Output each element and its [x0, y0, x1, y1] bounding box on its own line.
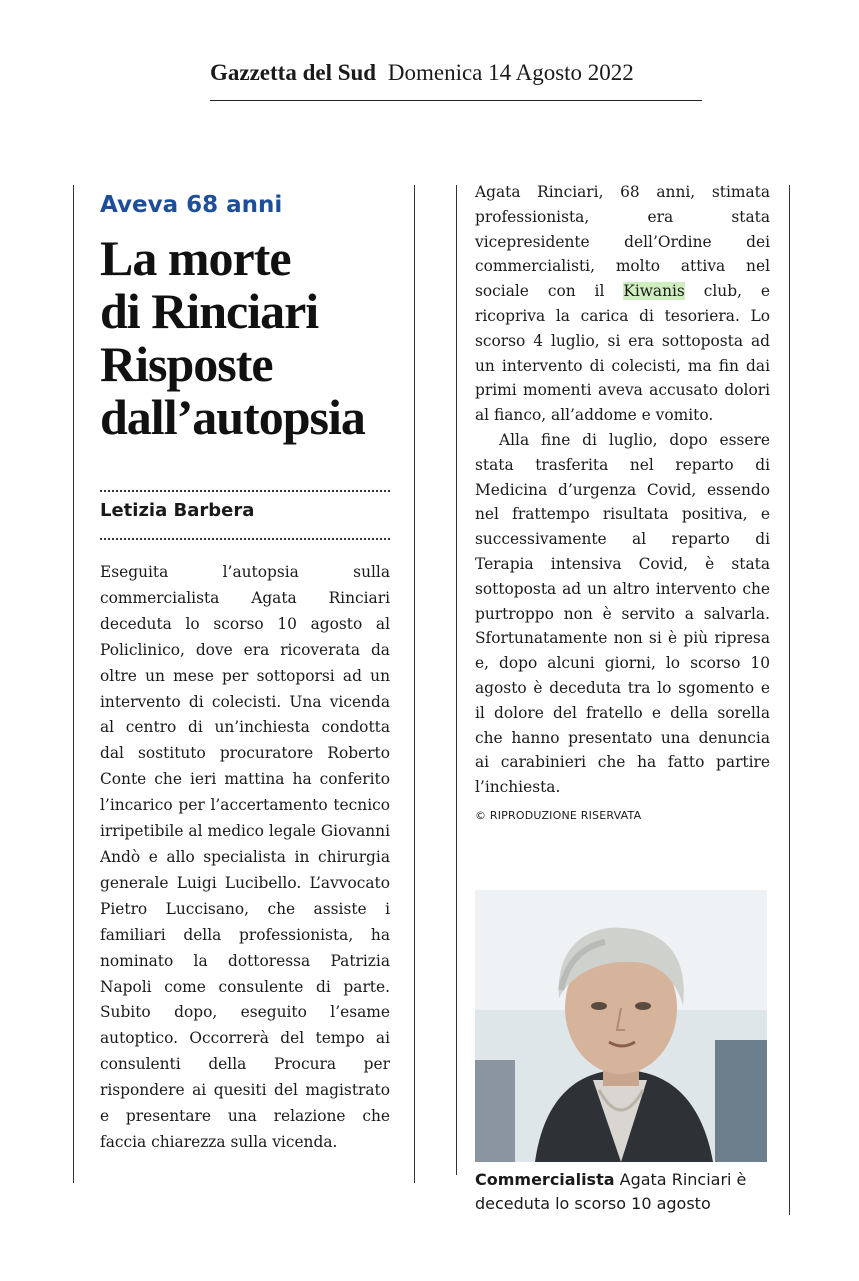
divider-top: [100, 490, 390, 492]
highlighted-term: Kiwanis: [623, 282, 685, 301]
paragraph-1: [475, 180, 770, 428]
publication-date: Domenica 14 Agosto 2022: [387, 60, 634, 85]
copyright-notice: © RIPRODUZIONE RISERVATA: [475, 808, 642, 822]
article-body-right: [475, 180, 770, 829]
kicker: Aveva 68 anni: [100, 192, 283, 218]
column-rule-left: [73, 185, 74, 1183]
photo-caption: [475, 1168, 770, 1216]
column-rule-center: [456, 185, 457, 1175]
portrait-photo: [475, 890, 767, 1162]
headline-block: [100, 190, 395, 444]
column-rule-right: [789, 185, 790, 1215]
divider-bottom: [100, 538, 390, 540]
headline-line: La morte: [100, 230, 291, 286]
headline: [100, 232, 395, 444]
paragraph-1-end: club, e ricopriva la carica di tesoriera. Lo scorso 4 luglio, si era sottoposta ad un intervento di colecisti, ma fin dai primi momenti aveva accusato dolori al fianco, all’addome e vomito.: [475, 282, 770, 425]
headline-line: di Rinciari: [100, 283, 319, 339]
publication-name: Gazzetta del Sud: [210, 60, 377, 85]
column-rule-middle: [414, 185, 415, 1183]
author-byline: Letizia Barbera: [100, 500, 255, 521]
masthead: [210, 60, 702, 101]
paragraph-2: Alla fine di luglio, dopo essere stata trasferita nel reparto di Medicina d’urgenza Covid, essendo nel frattempo risultata positiva, e successivamente al reparto di Terapia intensiva Covid, è stata sottoposta ad un altro intervento che purtroppo non è servito a salvarla. Sfortunatamente non si è più ripresa e, dopo alcuni giorni, lo scorso 10 agosto è deceduta tra lo sgomento e il dolore del fratello e della sorella che hanno presentato una denuncia ai carabinieri che ha fatto partire l’inchiesta.: [475, 430, 770, 797]
article-body-left: Eseguita l’autopsia sulla commercialista Agata Rinciari deceduta lo scorso 10 agosto al Policlinico, dove era ricoverata da oltre un mese per sottoporsi ad un intervento di colecisti. Una vicenda al centro di un’inchiesta condotta dal sostituto procuratore Roberto Conte che ieri mattina ha conferito l’incarico per l’accertamento tecnico irripetibile al medico legale Giovanni Andò e allo specialista in chirurgia generale Luigi Lucibello. L’avvocato Pietro Luccisano, che assiste i familiari della professionista, ha nominato la dottoressa Patrizia Napoli come consulente di parte. Subito dopo, eseguito l’esame autoptico. Occorrerà del tempo ai consulenti della Procura per rispondere ai quesiti del magistrato e presentare una relazione che faccia chiarezza sulla vicenda.: [100, 563, 390, 1151]
headline-line: Risposte: [100, 336, 273, 392]
caption-label: Commercialista: [475, 1170, 615, 1189]
caption-text: Agata Rinciari è deceduta lo scorso 10 agosto: [475, 1170, 747, 1213]
paragraph-1-start: Agata Rinciari, 68 anni, stimata professionista, era stata vicepresidente dell’Ordine dei commercialisti, molto attiva nel sociale con il: [475, 183, 770, 301]
headline-line: dall’autopsia: [100, 389, 365, 445]
